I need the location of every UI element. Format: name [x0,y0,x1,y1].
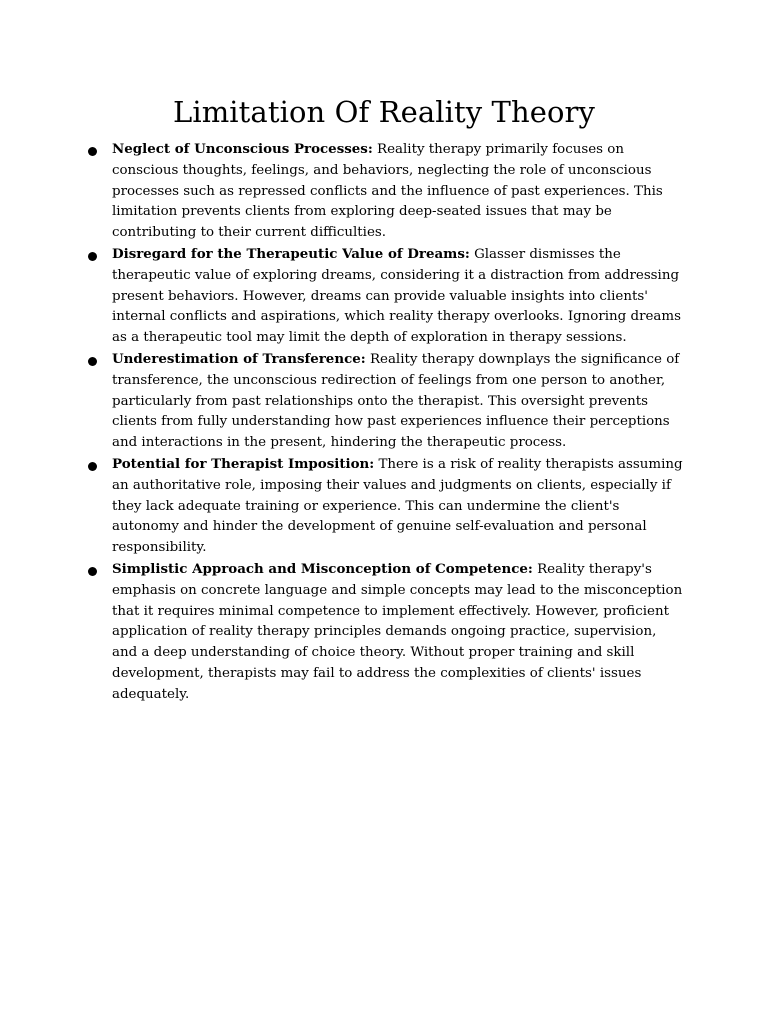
list-item [84,139,684,244]
item-heading: Disregard for the Therapeutic Value of Dreams: [112,245,470,262]
bullet-icon [88,147,97,156]
item-text: Reality therapy's emphasis on concrete language and simple concepts may lead to the misconception that it requires minimal competence to implement effectively. However, proficient application of reality therapy principles demands ongoing practice, supervision, and a deep understanding of choice theory. Without proper training and skill development, therapists may fail to address the complexities of clients' issues adequately. [112,561,683,702]
bullet-icon [88,462,97,471]
item-heading: Simplistic Approach and Misconception of Competence: [112,560,533,577]
bullet-icon [88,357,97,366]
bullet-icon [88,567,97,576]
page-title: Limitation Of Reality Theory [172,95,596,129]
item-text: Glasser dismisses the therapeutic value of exploring dreams, considering it a distraction from addressing present behaviors. However, dreams can provide valuable insights into clients' internal conflicts and aspirations, which reality therapy overlooks. Ignoring dreams as a therapeutic tool may limit the depth of exploration in therapy sessions. [112,246,681,346]
item-text: Reality therapy downplays the significance of transference, the unconscious redirection of feelings from one person to another, particularly from past relationships onto the therapist. This oversight prevents clients from fully understanding how past experiences influence their perceptions and interactions in the present, hindering the therapeutic process. [112,351,680,451]
item-text: There is a risk of reality therapists assuming an authoritative role, imposing their values and judgments on clients, especially if they lack adequate training or experience. This can undermine the client's autonomy and hinder the development of genuine self-evaluation and personal responsibility. [112,456,683,556]
list-item [84,454,684,559]
list-item [84,559,684,706]
list-item [84,244,684,349]
limitations-list [84,139,684,706]
bullet-icon [88,252,97,261]
item-heading: Underestimation of Transference: [112,350,366,367]
item-heading: Neglect of Unconscious Processes: [112,141,373,157]
item-text: Reality therapy primarily focuses on conscious thoughts, feelings, and behaviors, neglecting the role of unconscious processes such as repressed conflicts and the influence of past experiences. This limitation prevents clients from exploring deep-seated issues that may be contributing to their current difficulties. [112,142,663,241]
item-heading: Potential for Therapist Imposition: [112,455,375,472]
list-item [84,349,684,454]
